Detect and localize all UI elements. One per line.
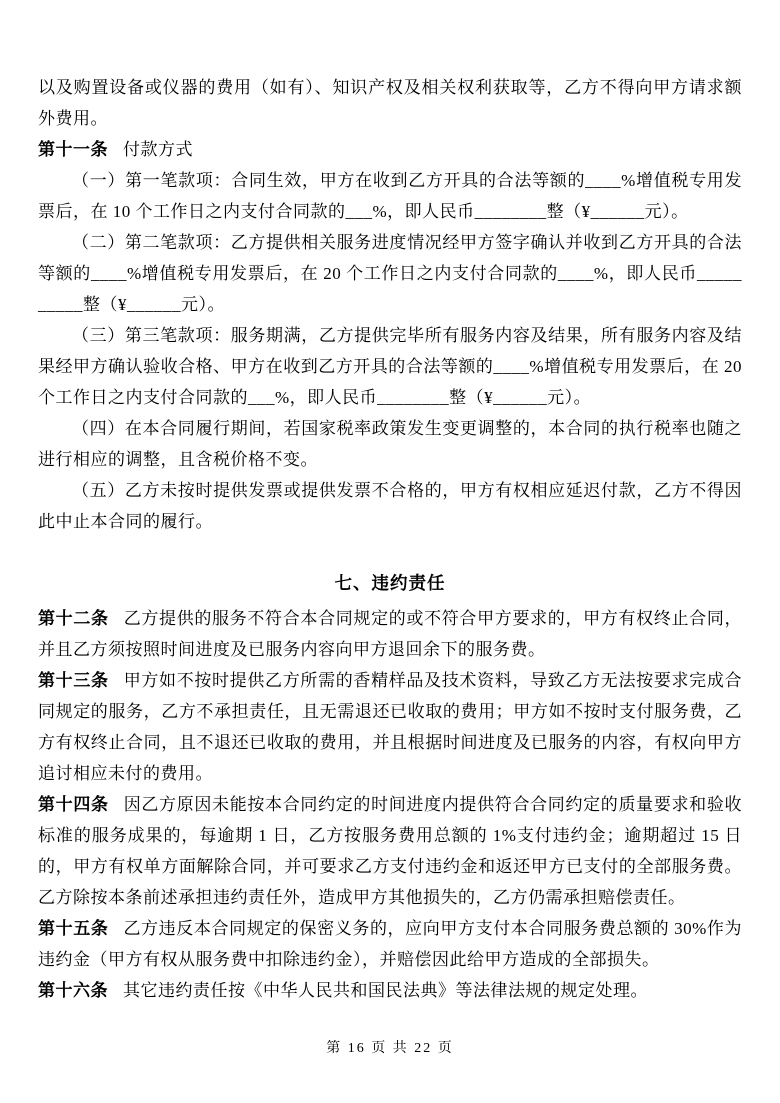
clause-number: 第十一条 (38, 140, 108, 159)
clause-13 (38, 665, 742, 789)
clause-number: 第十三条 (38, 671, 109, 690)
paragraph-text: （五）乙方未按时提供发票或提供发票不合格的，甲方有权相应延迟付款，乙方不得因此中止本合同的履行。 (38, 481, 742, 531)
clause-12 (38, 603, 742, 665)
clause-text: 其它违约责任按《中华人民共和国民法典》等法律法规的规定处理。 (123, 981, 648, 1000)
clause-text: 因乙方原因未能按本合同约定的时间进度内提供符合合同约定的质量要求和验收标准的服务成果的，每逾期 1 日，乙方按服务费用总额的 1%支付违约金；逾期超过 15 日的，甲方有权单方面解除合同，并可要求乙方支付违约金和返还甲方已支付的全部服务费。乙方除按本条前述承担违约责任外，造成甲方其他损失的，乙方仍需承担赔偿责任。 (38, 795, 743, 907)
page-number-footer: 第 16 页 共 22 页 (326, 1041, 454, 1056)
clause-title: 付款方式 (123, 140, 193, 159)
clause-11-payment-method (38, 134, 742, 165)
clause-number: 第十二条 (38, 609, 109, 628)
paragraph-text: 以及购置设备或仪器的费用（如有）、知识产权及相关权利获取等，乙方不得向甲方请求额外费用。 (38, 78, 742, 128)
payment-item-5 (38, 475, 742, 537)
clause-number: 第十五条 (38, 919, 109, 938)
section-heading-breach-liability: 七、违约责任 (334, 573, 446, 593)
clause-text: 甲方如不按时提供乙方所需的香精样品及技术资料，导致乙方无法按要求完成合同规定的服务，乙方不承担责任，且无需退还已收取的费用；甲方如不按时支付服务费，乙方有权终止合同，且不退还已收取的费用，并且根据时间进度及已服务的内容，有权向甲方追讨相应未付的费用。 (38, 671, 743, 783)
paragraph-text: （一）第一笔款项：合同生效，甲方在收到乙方开具的合法等额的____%增值税专用发票后，在 10 个工作日之内支付合同款的___%，即人民币________整（¥______元）。 (38, 171, 742, 221)
clause-number: 第十四条 (38, 795, 109, 814)
paragraph-text: （四）在本合同履行期间，若国家税率政策发生变更调整的，本合同的执行税率也随之进行相应的调整，且含税价格不变。 (38, 419, 742, 469)
clause-15 (38, 913, 742, 975)
payment-item-3 (38, 320, 742, 413)
paragraph-text: （三）第三笔款项：服务期满，乙方提供完毕所有服务内容及结果，所有服务内容及结果经甲方确认验收合格、甲方在收到乙方开具的合法等额的____%增值税专用发票后，在 20 个工作日之内支付合同款的___%，即人民币________整（¥______元）。 (38, 326, 742, 407)
paragraph-continuation (38, 72, 742, 134)
payment-item-2 (38, 227, 742, 320)
paragraph-text: （二）第二笔款项：乙方提供相关服务进度情况经甲方签字确认并收到乙方开具的合法等额的____%增值税专用发票后，在 20 个工作日之内支付合同款的____%，即人民币__________整（¥______元）。 (38, 233, 742, 314)
payment-item-1 (38, 165, 742, 227)
clause-number: 第十六条 (38, 981, 108, 1000)
payment-item-4 (38, 413, 742, 475)
clause-text: 乙方违反本合同规定的保密义务的，应向甲方支付本合同服务费总额的 30%作为违约金（甲方有权从服务费中扣除违约金），并赔偿因此给甲方造成的全部损失。 (38, 919, 742, 969)
clause-16 (38, 975, 742, 1006)
clause-text: 乙方提供的服务不符合本合同规定的或不符合甲方要求的，甲方有权终止合同，并且乙方须按照时间进度及已服务内容向甲方退回余下的服务费。 (38, 609, 743, 659)
clause-14 (38, 789, 742, 913)
